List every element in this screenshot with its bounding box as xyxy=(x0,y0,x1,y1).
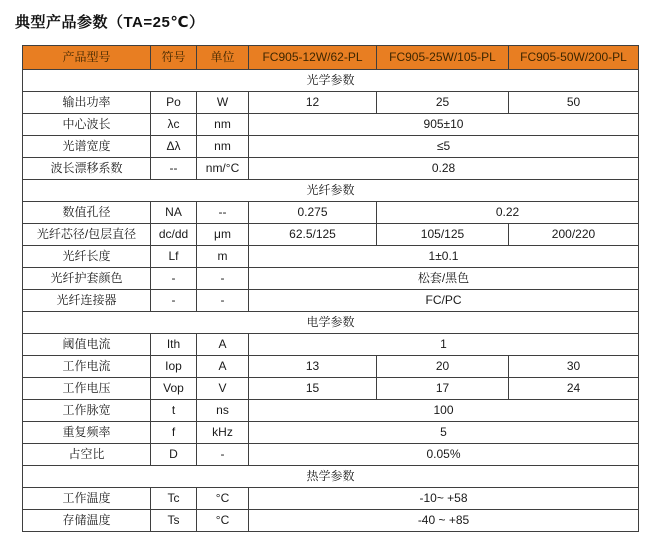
table-header-row xyxy=(23,46,639,70)
param-symbol xyxy=(151,114,197,136)
section-row xyxy=(23,466,639,488)
param-name: 输出功率 xyxy=(23,92,151,114)
param-name: 阈值电流 xyxy=(23,334,151,356)
param-symbol-text: Δλ xyxy=(166,139,181,153)
section-label: 电学参数 xyxy=(23,312,639,334)
param-value: ≤5 xyxy=(249,136,639,158)
param-row xyxy=(23,224,639,246)
param-name: 数值孔径 xyxy=(23,202,151,224)
param-value: 15 xyxy=(249,378,377,400)
param-value: 30 xyxy=(509,356,639,378)
param-unit: μm xyxy=(197,224,249,246)
param-unit: V xyxy=(197,378,249,400)
section-label: 热学参数 xyxy=(23,466,639,488)
column-header-cell: 单位 xyxy=(197,46,249,70)
param-symbol-text: Vop xyxy=(163,381,184,395)
param-row xyxy=(23,136,639,158)
param-value: 17 xyxy=(377,378,509,400)
param-row xyxy=(23,444,639,466)
param-unit: W xyxy=(197,92,249,114)
param-unit: - xyxy=(197,268,249,290)
param-symbol xyxy=(151,400,197,422)
param-unit: m xyxy=(197,246,249,268)
param-value: 0.275 xyxy=(249,202,377,224)
param-symbol-text: -- xyxy=(169,161,178,175)
spec-table xyxy=(22,45,639,532)
param-name: 光纤芯径/包层直径 xyxy=(23,224,151,246)
param-symbol xyxy=(151,158,197,180)
param-value: -10~ +58 xyxy=(249,488,639,510)
param-symbol-text: dc/dd xyxy=(158,227,189,241)
param-row xyxy=(23,422,639,444)
section-row xyxy=(23,180,639,202)
spec-table-body xyxy=(23,46,639,532)
param-symbol xyxy=(151,422,197,444)
param-unit: °C xyxy=(197,510,249,532)
param-unit: nm xyxy=(197,136,249,158)
param-unit: A xyxy=(197,334,249,356)
section-label: 光纤参数 xyxy=(23,180,639,202)
param-name: 存储温度 xyxy=(23,510,151,532)
param-row xyxy=(23,334,639,356)
section-row xyxy=(23,70,639,92)
param-unit: - xyxy=(197,290,249,312)
param-row xyxy=(23,202,639,224)
param-symbol-text: λc xyxy=(167,117,180,131)
param-value: 5 xyxy=(249,422,639,444)
param-name: 光谱宽度 xyxy=(23,136,151,158)
param-row xyxy=(23,488,639,510)
param-row xyxy=(23,400,639,422)
param-name: 光纤长度 xyxy=(23,246,151,268)
param-symbol-text: Ts xyxy=(167,513,180,527)
param-value: 12 xyxy=(249,92,377,114)
param-name: 工作电流 xyxy=(23,356,151,378)
param-unit: kHz xyxy=(197,422,249,444)
param-symbol-text: D xyxy=(169,447,178,461)
param-row xyxy=(23,158,639,180)
param-symbol-text: Iop xyxy=(165,359,182,373)
param-row xyxy=(23,246,639,268)
param-unit: - xyxy=(197,444,249,466)
param-row xyxy=(23,356,639,378)
param-row xyxy=(23,114,639,136)
param-symbol-text: - xyxy=(171,271,176,285)
param-unit: °C xyxy=(197,488,249,510)
column-header-cell: 产品型号 xyxy=(23,46,151,70)
param-value: 1 xyxy=(249,334,639,356)
param-symbol xyxy=(151,290,197,312)
param-value: 0.28 xyxy=(249,158,639,180)
param-symbol xyxy=(151,136,197,158)
param-name: 占空比 xyxy=(23,444,151,466)
param-value: 50 xyxy=(509,92,639,114)
section-row xyxy=(23,312,639,334)
param-value: 20 xyxy=(377,356,509,378)
param-row xyxy=(23,510,639,532)
param-row xyxy=(23,290,639,312)
param-symbol xyxy=(151,488,197,510)
param-unit: A xyxy=(197,356,249,378)
param-symbol xyxy=(151,444,197,466)
param-value: 905±10 xyxy=(249,114,639,136)
param-row xyxy=(23,268,639,290)
param-row xyxy=(23,378,639,400)
param-name: 工作温度 xyxy=(23,488,151,510)
column-header-cell: FC905-25W/105-PL xyxy=(377,46,509,70)
param-symbol xyxy=(151,334,197,356)
param-value: 0.22 xyxy=(377,202,639,224)
column-header-cell: 符号 xyxy=(151,46,197,70)
param-value: FC/PC xyxy=(249,290,639,312)
param-name: 工作电压 xyxy=(23,378,151,400)
param-unit: nm xyxy=(197,114,249,136)
param-value: 25 xyxy=(377,92,509,114)
param-symbol-text: f xyxy=(171,425,176,439)
param-value: 24 xyxy=(509,378,639,400)
param-name: 光纤连接器 xyxy=(23,290,151,312)
param-symbol-text: Po xyxy=(166,95,181,109)
param-value: -40 ~ +85 xyxy=(249,510,639,532)
param-unit: ns xyxy=(197,400,249,422)
param-value: 0.05% xyxy=(249,444,639,466)
param-name: 中心波长 xyxy=(23,114,151,136)
param-symbol xyxy=(151,268,197,290)
param-value: 62.5/125 xyxy=(249,224,377,246)
param-value: 13 xyxy=(249,356,377,378)
param-symbol-text: Tc xyxy=(167,491,180,505)
param-symbol-text: NA xyxy=(165,205,182,219)
param-value: 105/125 xyxy=(377,224,509,246)
param-symbol-text: - xyxy=(171,293,176,307)
column-header-cell: FC905-12W/62-PL xyxy=(249,46,377,70)
param-name: 重复频率 xyxy=(23,422,151,444)
param-name: 光纤护套颜色 xyxy=(23,268,151,290)
param-symbol xyxy=(151,92,197,114)
param-symbol-text: t xyxy=(171,403,176,417)
param-symbol-text: Lf xyxy=(168,249,179,263)
param-unit: -- xyxy=(197,202,249,224)
param-symbol xyxy=(151,224,197,246)
param-value: 100 xyxy=(249,400,639,422)
param-name: 波长漂移系数 xyxy=(23,158,151,180)
column-header-cell: FC905-50W/200-PL xyxy=(509,46,639,70)
param-symbol xyxy=(151,246,197,268)
param-value: 1±0.1 xyxy=(249,246,639,268)
param-name: 工作脉宽 xyxy=(23,400,151,422)
param-row xyxy=(23,92,639,114)
param-symbol xyxy=(151,378,197,400)
section-label: 光学参数 xyxy=(23,70,639,92)
page-title: 典型产品参数（TA=25℃） xyxy=(15,14,205,31)
param-symbol xyxy=(151,510,197,532)
param-value: 200/220 xyxy=(509,224,639,246)
param-symbol-text: Ith xyxy=(166,337,181,351)
param-value: 松套/黑色 xyxy=(249,268,639,290)
param-symbol xyxy=(151,202,197,224)
param-unit: nm/°C xyxy=(197,158,249,180)
param-symbol xyxy=(151,356,197,378)
